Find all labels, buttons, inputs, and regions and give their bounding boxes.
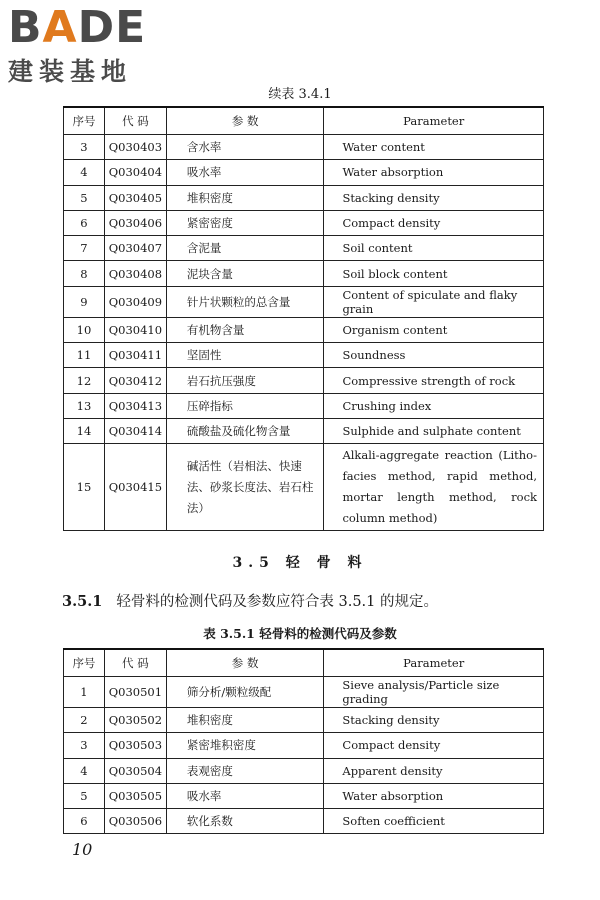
row-number: 3 — [64, 733, 105, 758]
row-parameter-cn: 软化系数 — [166, 809, 324, 834]
row-code: Q030403 — [104, 135, 166, 160]
row-number: 1 — [64, 677, 105, 708]
row-parameter-en: Content of spiculate and flaky grain — [324, 286, 544, 317]
row-code: Q030412 — [104, 368, 166, 393]
header-parameter-en: Parameter — [324, 107, 544, 135]
row-parameter-en: Sieve analysis/Particle size grading — [324, 677, 544, 708]
row-parameter-cn: 紧密堆积密度 — [166, 733, 324, 758]
continued-table-caption: 续表 3.4.1 — [268, 87, 332, 102]
row-parameter-en: Compressive strength of rock — [324, 368, 544, 393]
row-parameter-en: Soil content — [324, 236, 544, 261]
row-parameter-cn: 泥块含量 — [166, 261, 324, 286]
clause-text: 轻骨料的检测代码及参数应符合表 3.5.1 的规定。 — [116, 594, 438, 610]
row-code: Q030505 — [104, 783, 166, 808]
row-number: 3 — [64, 135, 105, 160]
section-title: 3.5 轻 骨 料 — [232, 555, 368, 571]
logo-wordmark: BADE — [8, 2, 147, 53]
row-code: Q030408 — [104, 261, 166, 286]
table-row — [64, 677, 544, 708]
table-row — [64, 236, 544, 261]
row-parameter-en: Alkali-aggregate reaction (Litho-facies method, rapid method, mortar length method, rock column method) — [324, 444, 544, 531]
table-3-5-1-caption: 表 3.5.1 轻骨料的检测代码及参数 — [203, 626, 397, 641]
row-number: 5 — [64, 783, 105, 808]
table-row — [64, 135, 544, 160]
row-parameter-en: Water content — [324, 135, 544, 160]
row-code: Q030413 — [104, 393, 166, 418]
header-param: 参 数 — [166, 107, 324, 135]
row-number: 4 — [64, 160, 105, 185]
row-number: 6 — [64, 809, 105, 834]
table-row — [64, 160, 544, 185]
row-number: 15 — [64, 444, 105, 531]
table-header-row — [64, 649, 544, 677]
row-code: Q030502 — [104, 708, 166, 733]
row-number: 12 — [64, 368, 105, 393]
row-parameter-cn: 碱活性（岩相法、快速法、砂浆长度法、岩石柱法） — [166, 444, 324, 531]
row-code: Q030410 — [104, 317, 166, 342]
row-parameter-en: Sulphide and sulphate content — [324, 418, 544, 443]
table-row — [64, 809, 544, 834]
bade-logo — [8, 2, 147, 88]
row-parameter-cn: 岩石抗压强度 — [166, 368, 324, 393]
row-parameter-cn: 坚固性 — [166, 343, 324, 368]
row-parameter-en: Stacking density — [324, 185, 544, 210]
row-code: Q030414 — [104, 418, 166, 443]
row-code: Q030503 — [104, 733, 166, 758]
row-parameter-cn: 表观密度 — [166, 758, 324, 783]
table-row — [64, 783, 544, 808]
row-parameter-cn: 压碎指标 — [166, 393, 324, 418]
row-parameter-en: Stacking density — [324, 708, 544, 733]
row-code: Q030407 — [104, 236, 166, 261]
table-row — [64, 708, 544, 733]
row-code: Q030504 — [104, 758, 166, 783]
table-row — [64, 261, 544, 286]
row-number: 4 — [64, 758, 105, 783]
row-parameter-cn: 筛分析/颗粒级配 — [166, 677, 324, 708]
table-row — [64, 286, 544, 317]
row-code: Q030411 — [104, 343, 166, 368]
row-parameter-cn: 紧密密度 — [166, 210, 324, 235]
row-parameter-en: Soil block content — [324, 261, 544, 286]
header-no: 序号 — [64, 107, 105, 135]
header-code: 代 码 — [104, 107, 166, 135]
row-parameter-en: Apparent density — [324, 758, 544, 783]
row-number: 14 — [64, 418, 105, 443]
table-row — [64, 185, 544, 210]
header-param: 参 数 — [166, 649, 324, 677]
clause-number: 3.5.1 — [62, 593, 103, 610]
table-row — [64, 393, 544, 418]
row-parameter-cn: 堆积密度 — [166, 708, 324, 733]
row-parameter-cn: 堆积密度 — [166, 185, 324, 210]
row-number: 10 — [64, 317, 105, 342]
header-code: 代 码 — [104, 649, 166, 677]
row-number: 13 — [64, 393, 105, 418]
table-3-5-1 — [63, 648, 544, 834]
row-number: 8 — [64, 261, 105, 286]
table-row — [64, 444, 544, 531]
row-parameter-cn: 针片状颗粒的总含量 — [166, 286, 324, 317]
row-parameter-cn: 吸水率 — [166, 160, 324, 185]
row-code: Q030404 — [104, 160, 166, 185]
table-row — [64, 758, 544, 783]
row-parameter-cn: 含泥量 — [166, 236, 324, 261]
row-number: 6 — [64, 210, 105, 235]
header-no: 序号 — [64, 649, 105, 677]
table-3-4-1-continued — [63, 106, 544, 531]
header-parameter-en: Parameter — [324, 649, 544, 677]
table-row — [64, 368, 544, 393]
row-parameter-en: Compact density — [324, 733, 544, 758]
row-code: Q030409 — [104, 286, 166, 317]
table-row — [64, 343, 544, 368]
row-parameter-cn: 含水率 — [166, 135, 324, 160]
row-parameter-cn: 硫酸盐及硫化物含量 — [166, 418, 324, 443]
page-number: 10 — [72, 840, 93, 859]
table-row — [64, 210, 544, 235]
row-code: Q030506 — [104, 809, 166, 834]
row-code: Q030406 — [104, 210, 166, 235]
row-number: 11 — [64, 343, 105, 368]
clause-3-5-1 — [62, 590, 438, 611]
row-parameter-en: Soften coefficient — [324, 809, 544, 834]
row-parameter-cn: 吸水率 — [166, 783, 324, 808]
row-parameter-en: Water absorption — [324, 160, 544, 185]
row-number: 2 — [64, 708, 105, 733]
row-parameter-en: Water absorption — [324, 783, 544, 808]
table-row — [64, 418, 544, 443]
row-number: 7 — [64, 236, 105, 261]
row-number: 9 — [64, 286, 105, 317]
row-parameter-en: Crushing index — [324, 393, 544, 418]
row-parameter-en: Soundness — [324, 343, 544, 368]
row-parameter-cn: 有机物含量 — [166, 317, 324, 342]
row-code: Q030501 — [104, 677, 166, 708]
table-row — [64, 317, 544, 342]
table-header-row — [64, 107, 544, 135]
row-code: Q030405 — [104, 185, 166, 210]
row-number: 5 — [64, 185, 105, 210]
row-parameter-en: Compact density — [324, 210, 544, 235]
row-parameter-en: Organism content — [324, 317, 544, 342]
row-code: Q030415 — [104, 444, 166, 531]
table-row — [64, 733, 544, 758]
logo-chinese-name: 建装基地 — [8, 57, 133, 86]
